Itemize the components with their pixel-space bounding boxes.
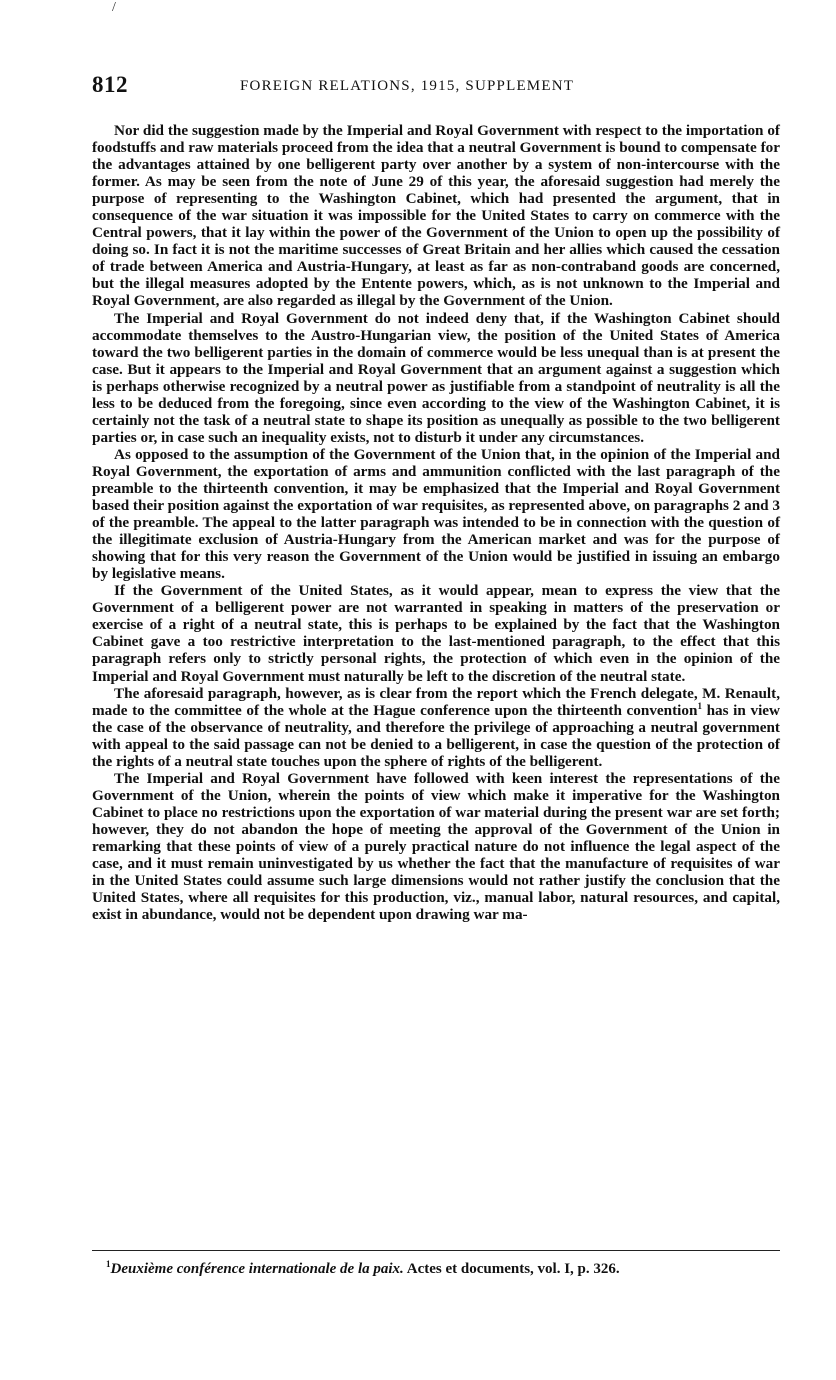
footnote-title: Deuxième conférence internationale de la paix. bbox=[110, 1261, 404, 1277]
footnote-divider bbox=[92, 1250, 780, 1251]
footnote bbox=[92, 1260, 780, 1278]
stray-mark: / bbox=[112, 0, 116, 15]
page-number: 812 bbox=[92, 72, 128, 97]
paragraph-5-after: has in view the case of the observance of neutrality, and therefore the privilege of approaching a neutral government with appeal to the said passage can not be denied to a belligerent, in case the question of the protection of the rights of a neutral state touches upon the sphere of rights of the belligerent. bbox=[92, 701, 780, 770]
running-head: FOREIGN RELATIONS, 1915, SUPPLEMENT bbox=[240, 78, 575, 94]
paragraph-2: The Imperial and Royal Government do not indeed deny that, if the Washington Cabinet should accommodate themselves to the Austro-Hungarian view, the position of the United States of America toward the two belligerent parties in the domain of commerce would be less unequal than is at present the case. But it appears to the Imperial and Royal Government that an argument against a suggestion which is perhaps otherwise recognized by a neutral power as justifiable from a standpoint of neutrality is all the less to be deduced from the foregoing, since even according to the view of the Washington Cabinet, it is certainly not the task of a neutral state to shape its position as unequally as possible to the two belligerent parties or, in case such an inequality exists, not to disturb it under any circumstances. bbox=[92, 309, 780, 446]
footnote-marker: 1 bbox=[106, 1259, 111, 1269]
page-header bbox=[92, 72, 780, 106]
paragraph-5-before: The aforesaid paragraph, however, as is clear from the report which the French delegate, M. Renault, made to the committee of the whole at the Hague conference upon the thirteenth convention bbox=[92, 684, 780, 719]
paragraph-3: As opposed to the assumption of the Government of the Union that, in the opinion of the Imperial and Royal Government, the exportation of arms and ammunition conflicted with the last paragraph of the preamble to the thirteenth convention, it may be emphasized that the Imperial and Royal Government based their position against the exportation of war requisites, as represented above, on paragraphs 2 and 3 of the preamble. The appeal to the latter paragraph was intended to be in connection with the question of the illegitimate exclusion of Austria-Hungary from the American market and was for the purpose of showing that for this very reason the Government of the Union would be justified in issuing an embargo by legislative means. bbox=[92, 445, 780, 583]
footnote-rest: Actes et documents, vol. I, p. 326. bbox=[403, 1261, 620, 1277]
document-page bbox=[92, 72, 780, 1277]
paragraph-4: If the Government of the United States, as it would appear, mean to express the view that the Government of a belligerent power are not warranted in speaking in matters of the preservation or exercise of a right of a neutral state, this is perhaps to be explained by the fact that the Washington Cabinet gave a too restrictive interpretation to the last-mentioned paragraph, to the effect that this paragraph refers only to strictly personal rights, the protection of which even in the opinion of the Imperial and Royal Government must naturally be left to the discretion of the neutral state. bbox=[92, 582, 780, 685]
paragraph-1: Nor did the suggestion made by the Imperial and Royal Government with respect to the importation of foodstuffs and raw materials proceed from the idea that a neutral Government is bound to compensate for the advantages attained by one belligerent party over another by a system of non-intercourse with the former. As may be seen from the note of June 29 of this year, the aforesaid suggestion had merely the purpose of representing to the Washington Cabinet, which had presented the argument, that in consequence of the war situation it was impossible for the United States to carry on commerce with the Central powers, that it lay within the power of the Government of the Union to open up the possibility of doing so. In fact it is not the maritime successes of Great Britain and her allies which caused the cessation of trade between America and Austria-Hungary, at least as far as non-contraband goods are concerned, but the illegal measures adopted by the Entente powers, which, as is not unknown to the Imperial and Royal Government, are also regarded as illegal by the Government of the Union. bbox=[92, 122, 780, 310]
footnote-ref: 1 bbox=[697, 700, 702, 711]
paragraph-5 bbox=[92, 685, 780, 770]
paragraph-6: The Imperial and Royal Government have followed with keen interest the representations of the Government of the Union, wherein the points of view which make it imperative for the Washington Cabinet to place no restrictions upon the exportation of war material during the present war are set forth; however, they do not abandon the hope of meeting the approval of the Government of the Union in remarking that these points of view of a purely practical nature do not influence the legal aspect of the case, and it must remain uninvestigated by us whether the fact that the manufacture of requisites of war in the United States could assume such large dimensions would not rather justify the conclusion that the United States, where all requisites for this production, viz., manual labor, natural resources, and capital, exist in abundance, would not be dependent upon drawing war ma- bbox=[92, 769, 780, 924]
body-text bbox=[92, 122, 780, 923]
